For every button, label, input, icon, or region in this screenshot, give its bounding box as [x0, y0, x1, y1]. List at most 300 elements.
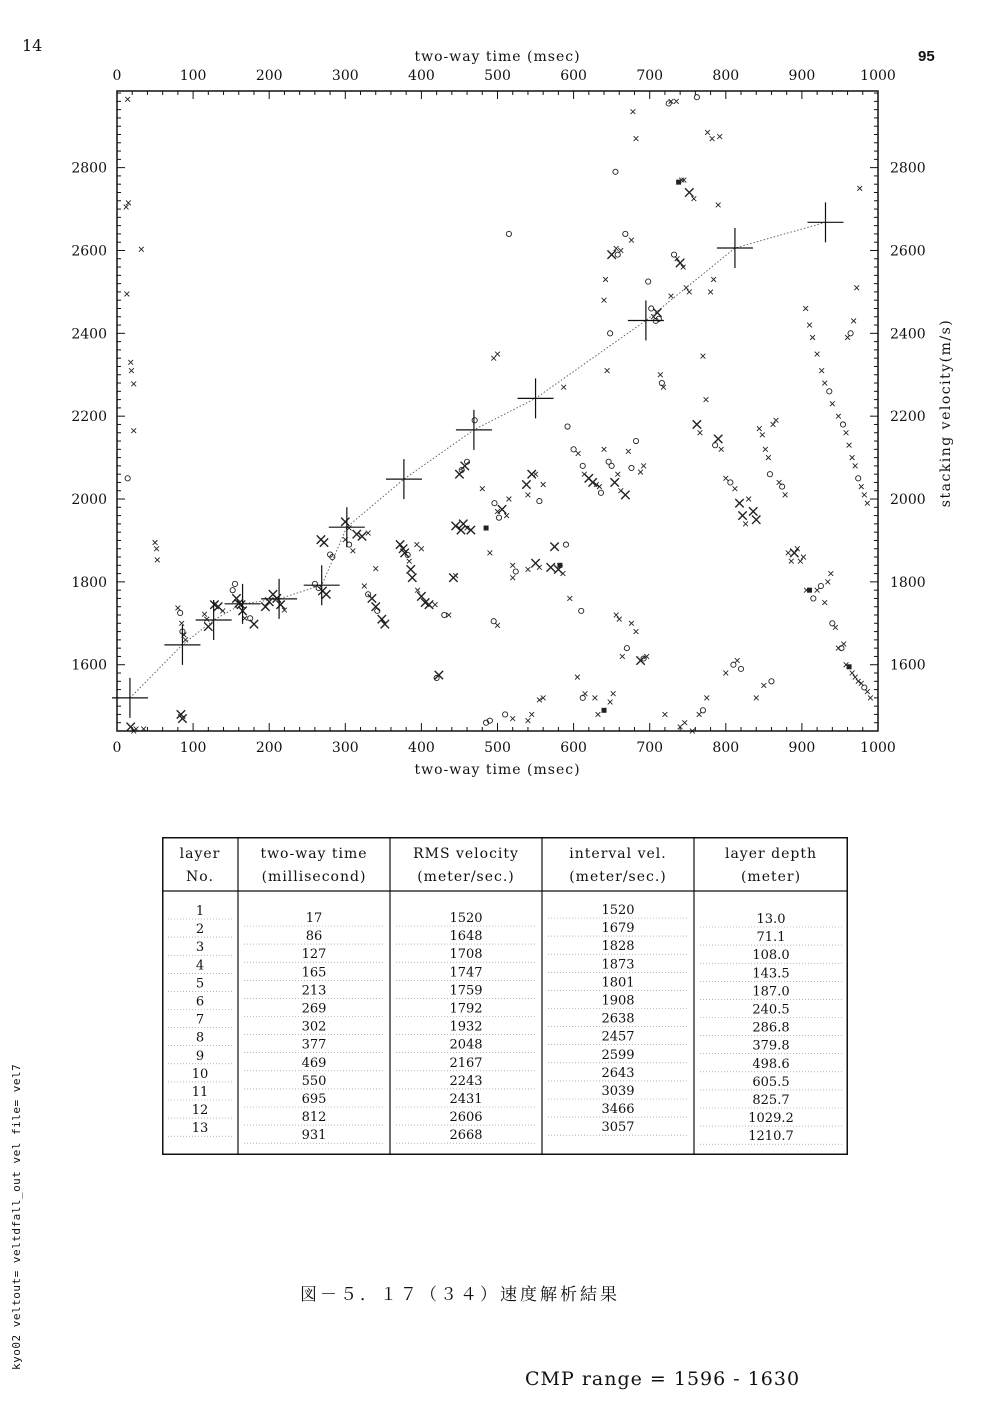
y-tick-label-left: 1800: [71, 574, 107, 591]
table-cell: 2048: [449, 1037, 483, 1053]
scatter-point-cross: [669, 294, 674, 299]
table-cell: 825.7: [752, 1093, 790, 1108]
table-cell: 1801: [601, 975, 635, 991]
scatter-point-circle: [671, 252, 676, 257]
table-cell: 5: [195, 976, 205, 992]
table-cell: 931: [301, 1128, 327, 1144]
table-cell: 812: [301, 1110, 327, 1126]
scatter-point-cross: [366, 531, 371, 536]
scatter-point-cross: [719, 447, 724, 452]
scatter-point-cross: [723, 671, 728, 676]
scatter-point-cross: [155, 558, 160, 563]
scatter-point-cross: [786, 550, 791, 555]
table-cell: 8: [195, 1030, 205, 1046]
scatter-point-cross: [704, 397, 709, 402]
table-cell: 1908: [601, 993, 635, 1009]
table-cell: 1873: [601, 957, 635, 973]
y-tick-label-right: 2200: [890, 409, 926, 426]
x-tick-label-top: 500: [484, 68, 511, 84]
scatter-point-filled: [557, 563, 562, 568]
x-tick-label-bottom: 700: [636, 740, 664, 756]
scatter-point-cross: [407, 565, 415, 573]
scatter-point-cross: [368, 594, 376, 602]
table-cell: 3057: [601, 1120, 635, 1136]
y-tick-label-left: 2400: [71, 326, 107, 343]
velocity-table: [162, 837, 848, 1155]
table-cell: 143.5: [752, 966, 790, 982]
scatter-point-circle: [629, 465, 634, 470]
table-cell: 86: [305, 929, 323, 945]
scatter-point-cross: [828, 571, 833, 576]
scatter-point-cross: [602, 447, 607, 452]
cmp-range: CMP range = 1596 - 1630: [525, 1368, 801, 1390]
scatter-point-cross: [763, 447, 768, 452]
scatter-point-cross: [714, 435, 722, 443]
plot-frame: [117, 91, 878, 731]
x-tick-label-top: 700: [636, 68, 664, 84]
scatter-point-cross: [789, 559, 794, 564]
scatter-point-cross: [153, 540, 158, 545]
scatter-point-cross: [457, 526, 465, 534]
y-tick-label-right: 2000: [890, 492, 926, 509]
scatter-point-cross: [687, 290, 692, 295]
table-cell: 13.0: [756, 912, 786, 927]
scatter-point-cross: [341, 518, 349, 526]
scatter-point-circle: [563, 542, 568, 547]
table-cell: 7: [195, 1012, 205, 1028]
table-cell: 498.6: [752, 1056, 790, 1072]
scatter-point-cross: [710, 136, 715, 141]
table-header-line1: layer: [179, 846, 221, 862]
scatter-point-cross: [631, 109, 636, 114]
scatter-point-cross: [204, 617, 209, 622]
scatter-point-cross: [593, 695, 598, 700]
table-header-line1: two-way time: [260, 846, 368, 862]
scatter-point-cross: [663, 712, 668, 717]
scatter-point-cross: [819, 368, 824, 373]
scatter-point-cross: [139, 247, 144, 252]
scatter-point-cross: [711, 277, 716, 282]
scatter-point-circle: [442, 612, 447, 617]
scatter-point-cross: [760, 432, 765, 437]
scatter-point-cross: [451, 522, 459, 530]
table-cell: 108.0: [752, 948, 790, 964]
velocity-pick-cross: [304, 565, 340, 605]
scatter-point-circle: [615, 252, 620, 257]
scatter-point-cross: [698, 430, 703, 435]
scatter-point-cross: [510, 563, 515, 568]
scatter-point-cross: [865, 689, 870, 694]
y-tick-label-left: 2800: [71, 160, 107, 177]
scatter-point-cross: [495, 623, 500, 628]
scatter-point-cross: [854, 285, 859, 290]
scatter-point-cross: [865, 501, 870, 506]
x-tick-label-top: 400: [408, 68, 435, 84]
scatter-point-filled: [602, 708, 607, 713]
scatter-point-cross: [537, 565, 542, 570]
scatter-point-cross: [844, 430, 849, 435]
scatter-point-cross: [381, 620, 389, 628]
scatter-point-cross: [603, 277, 608, 282]
scatter-point-cross: [202, 612, 207, 617]
scatter-point-circle: [827, 389, 832, 394]
velocity-pick-cross: [196, 600, 232, 640]
x-axis-label-top: two-way time (msec): [414, 49, 581, 65]
scatter-point-cross: [708, 290, 713, 295]
scatter-point-cross: [322, 590, 330, 598]
table-cell: 1932: [449, 1019, 483, 1035]
scatter-point-cross: [738, 511, 746, 519]
table-cell: 1648: [449, 929, 483, 945]
scatter-point-circle: [633, 438, 638, 443]
table-cell: 469: [301, 1055, 327, 1071]
table-cell: 2457: [601, 1029, 635, 1045]
scatter-point-cross: [575, 675, 580, 680]
table-cell: 71.1: [756, 930, 786, 946]
scatter-point-circle: [230, 588, 235, 593]
y-tick-label-right: 2400: [890, 326, 926, 343]
scatter-point-cross: [634, 629, 639, 634]
scatter-point-cross: [533, 472, 538, 477]
scatter-point-cross: [810, 335, 815, 340]
scatter-point-circle: [513, 569, 518, 574]
table-cell: 2243: [449, 1073, 483, 1089]
scatter-point-circle: [862, 685, 867, 690]
scatter-point-cross: [836, 414, 841, 419]
x-tick-label-top: 900: [788, 68, 816, 84]
x-tick-label-bottom: 300: [331, 740, 359, 756]
scatter-point-cross: [183, 637, 188, 642]
scatter-point-cross: [550, 542, 558, 550]
y-tick-label-left: 1600: [71, 657, 107, 674]
scatter-point-cross: [705, 130, 710, 135]
scatter-point-cross: [373, 566, 378, 571]
table-header-line2: (millisecond): [261, 869, 367, 885]
scatter-point-cross: [261, 603, 269, 611]
scatter-point-cross: [798, 559, 803, 564]
scatter-point-filled: [676, 180, 681, 185]
scatter-point-cross: [607, 250, 615, 258]
scatter-point-circle: [496, 515, 501, 520]
scatter-point-cross: [407, 559, 412, 564]
scatter-point-cross: [128, 360, 133, 365]
table-header-line1: RMS velocity: [413, 846, 519, 862]
table-cell: 2643: [601, 1065, 635, 1081]
table-cell: 165: [301, 965, 327, 981]
scatter-point-cross: [697, 712, 702, 717]
table-cell: 377: [301, 1037, 327, 1053]
scatter-point-cross: [414, 542, 419, 547]
pick-trend-line: [130, 222, 826, 698]
scatter-point-cross: [716, 203, 721, 208]
scatter-point-cross: [611, 691, 616, 696]
scatter-point-circle: [125, 476, 130, 481]
scatter-point-circle: [856, 476, 861, 481]
scatter-point-cross: [610, 478, 618, 486]
scatter-point-filled: [807, 588, 812, 593]
x-tick-label-top: 300: [331, 68, 359, 84]
scatter-point-cross: [638, 470, 643, 475]
table-cell: 17: [305, 911, 323, 926]
scatter-point-circle: [613, 169, 618, 174]
scatter-point-cross: [850, 671, 855, 676]
scatter-point-circle: [713, 443, 718, 448]
table-cell: 3: [195, 940, 205, 956]
scatter-point-circle: [767, 472, 772, 477]
scatter-point-cross: [480, 486, 485, 491]
table-cell: 1520: [449, 911, 483, 926]
table-cell: 6: [195, 994, 205, 1010]
scatter-point-cross: [408, 574, 416, 582]
x-axis-label-bottom: two-way time (msec): [414, 762, 581, 778]
x-tick-label-bottom: 600: [560, 740, 587, 756]
scatter-point-cross: [807, 323, 812, 328]
scatter-point-cross: [693, 420, 701, 428]
table-cell: 3039: [601, 1084, 635, 1099]
velocity-picks: [112, 202, 844, 718]
scatter-point-cross: [242, 616, 247, 621]
velocity-pick-cross: [807, 202, 843, 242]
x-tick-label-top: 100: [179, 68, 207, 84]
x-tick-label-top: 600: [560, 68, 587, 84]
scatter-point-circle: [178, 610, 183, 615]
velocity-pick-cross: [261, 579, 297, 619]
scatter-point-circle: [472, 418, 477, 423]
table-cell: 1828: [601, 939, 635, 955]
scatter-point-circle: [659, 380, 664, 385]
scatter-point-cross: [658, 372, 663, 377]
table-cell: 1747: [449, 965, 483, 981]
y-tick-label-left: 2600: [71, 243, 107, 260]
scatter-point-cross: [862, 492, 867, 497]
scatter-point-cross: [528, 470, 536, 478]
scatter-point-cross: [320, 538, 328, 546]
y-tick-label-left: 2000: [71, 492, 107, 509]
scatter-point-cross: [749, 507, 757, 515]
x-tick-label-bottom: 800: [712, 740, 740, 756]
table-cell: 1029.2: [748, 1111, 794, 1127]
y-tick-label-left: 2200: [71, 409, 107, 426]
scatter-point-cross: [629, 621, 634, 626]
scatter-point-circle: [811, 596, 816, 601]
velocity-pick-cross: [164, 625, 200, 665]
scatter-point-cross: [561, 571, 566, 576]
scatter-point-cross: [801, 555, 806, 560]
scatter-point-cross: [857, 186, 862, 191]
scatter-point-cross: [250, 620, 258, 628]
scatter-point-circle: [624, 646, 629, 651]
scatter-point-cross: [372, 603, 380, 611]
scatter-point-cross: [859, 484, 864, 489]
scatter-point-cross: [783, 492, 788, 497]
page-number-left: 14: [22, 36, 43, 55]
scatter-point-cross: [626, 449, 631, 454]
table-cell: 10: [191, 1066, 209, 1082]
x-tick-label-bottom: 100: [179, 740, 207, 756]
scatter-point-cross: [561, 385, 566, 390]
scatter-point-cross: [621, 491, 629, 499]
scatter-point-circle: [780, 484, 785, 489]
table-cell: 269: [301, 1001, 327, 1017]
x-tick-label-bottom: 1000: [860, 740, 896, 756]
scatter-point-cross: [851, 319, 856, 324]
scatter-point-cross: [761, 683, 766, 688]
scatter-point-cross: [614, 246, 619, 251]
table-cell: 1792: [449, 1001, 483, 1017]
table-header-line1: layer depth: [724, 846, 818, 862]
scatter-point-cross: [154, 546, 159, 551]
scatter-point-cross: [487, 550, 492, 555]
scatter-point-cross: [615, 472, 620, 477]
scatter-point-cross: [853, 675, 858, 680]
scatter-point-cross: [754, 695, 759, 700]
scatter-point-cross: [825, 579, 830, 584]
table-cell: 695: [301, 1092, 327, 1107]
scatter-point-cross: [723, 476, 728, 481]
x-tick-label-bottom: 400: [408, 740, 435, 756]
scatter-point-cross: [617, 617, 622, 622]
scatter-point-cross: [752, 516, 760, 524]
table-cell: 4: [195, 958, 205, 974]
x-tick-label-bottom: 200: [255, 740, 283, 756]
scatter-point-cross: [567, 596, 572, 601]
scatter-point-cross: [608, 700, 613, 705]
y-tick-label-right: 1800: [890, 574, 926, 591]
scatter-point-cross: [453, 573, 458, 578]
side-note-text: kyo02 veltout= veltdfall_out vel file= vel7: [10, 1063, 23, 1370]
scatter-point-cross: [541, 482, 546, 487]
page-number-right: 95: [918, 48, 935, 65]
scatter-point-cross: [378, 615, 386, 623]
velocity-pick-cross: [456, 410, 492, 450]
scatter-point-cross: [735, 658, 740, 663]
scatter-point-cross: [131, 381, 136, 386]
scatter-point-cross: [597, 484, 602, 489]
scatter-point-cross: [790, 549, 798, 557]
scatter-point-circle: [506, 231, 511, 236]
scatter-point-circle: [232, 581, 237, 586]
scatter-point-cross: [853, 463, 858, 468]
x-tick-label-bottom: 500: [484, 740, 511, 756]
scatter-point-cross: [704, 695, 709, 700]
scatter-point-filled: [484, 526, 489, 531]
scatter-point-cross: [833, 625, 838, 630]
table-cell: 286.8: [752, 1020, 790, 1036]
scatter-point-cross: [766, 455, 771, 460]
scatter-point-cross: [701, 354, 706, 359]
table-header-line2: (meter): [740, 869, 802, 885]
table-cell: 379.8: [752, 1038, 790, 1054]
y-axis-label-right: stacking velocity(m/s): [938, 318, 954, 508]
table-cell: 1759: [449, 983, 483, 999]
scatter-point-cross: [618, 248, 623, 253]
scatter-point-cross: [676, 259, 684, 267]
scatter-point-cross: [529, 712, 534, 717]
scatter-point-circle: [848, 331, 853, 336]
table-header-line2: (meter/sec.): [569, 869, 667, 885]
scatter-point-cross: [691, 196, 696, 201]
table-header-line1: interval vel.: [569, 846, 667, 862]
scatter-point-circle: [537, 498, 542, 503]
scatter-point-circle: [609, 463, 614, 468]
scatter-point-circle: [830, 621, 835, 626]
scatter-point-circle: [694, 95, 699, 100]
table-cell: 12: [191, 1103, 209, 1119]
scatter-point-cross: [634, 136, 639, 141]
table-header-line2: No.: [186, 869, 214, 885]
scatter-point-cross: [576, 451, 581, 456]
scatter-point-cross: [746, 497, 751, 502]
x-tick-label-top: 800: [712, 68, 740, 84]
table-cell: 1520: [601, 903, 635, 918]
scatter-point-cross: [733, 486, 738, 491]
scatter-point-cross: [175, 606, 180, 611]
x-tick-label-top: 0: [112, 68, 122, 84]
x-tick-label-top: 1000: [860, 68, 896, 84]
scatter-point-cross: [757, 426, 762, 431]
scatter-point-cross: [653, 308, 661, 316]
scatter-point-circle: [608, 331, 613, 336]
scatter-point-cross: [841, 642, 846, 647]
scatter-point-cross: [510, 716, 515, 721]
table-cell: 3466: [601, 1102, 635, 1118]
scatter-point-cross: [131, 428, 136, 433]
scatter-point-cross: [362, 584, 367, 589]
scatter-point-cross: [425, 600, 433, 608]
table-cell: 127: [301, 947, 327, 963]
x-tick-label-top: 200: [255, 68, 283, 84]
table-cell: 2606: [449, 1110, 483, 1126]
table-cell: 1210.7: [748, 1129, 794, 1145]
scatter-point-circle: [571, 447, 576, 452]
scatter-point-cross: [641, 463, 646, 468]
velocity-pick-cross: [329, 507, 365, 547]
scatter-point-circle: [818, 583, 823, 588]
scatter-point-cross: [220, 608, 225, 613]
scatter-point-cross: [419, 546, 424, 551]
table-cell: 9: [195, 1048, 205, 1064]
scatter-point-cross: [129, 368, 134, 373]
scatter-point-cross: [682, 720, 687, 725]
y-tick-label-right: 2800: [890, 160, 926, 177]
scatter-point-cross: [526, 492, 531, 497]
scatter-point-circle: [580, 463, 585, 468]
scatter-point-cross: [815, 588, 820, 593]
scatter-point-cross: [351, 548, 356, 553]
scatter-point-cross: [204, 622, 212, 630]
scatter-point-circle: [492, 501, 497, 506]
scatter-point-cross: [396, 540, 404, 548]
scatter-point-circle: [649, 306, 654, 311]
x-tick-label-bottom: 0: [112, 740, 122, 756]
table-cell: 1679: [601, 921, 635, 937]
scatter-point-cross: [526, 567, 531, 572]
table-cell: 13: [191, 1121, 209, 1137]
scatter-point-cross: [620, 654, 625, 659]
ticks-layer: [71, 68, 925, 756]
table-cell: 11: [191, 1085, 209, 1100]
scatter-point-cross: [856, 679, 861, 684]
y-tick-label-right: 2600: [890, 243, 926, 260]
table-cell: 605.5: [752, 1074, 790, 1090]
scatter-point-cross: [743, 521, 748, 526]
scatter-point-cross: [830, 401, 835, 406]
y-tick-label-right: 1600: [890, 657, 926, 674]
scatter-points: [124, 95, 873, 734]
velocity-pick-cross: [386, 459, 422, 499]
scatter-point-cross: [674, 99, 679, 104]
table-cell: 2599: [601, 1047, 635, 1063]
